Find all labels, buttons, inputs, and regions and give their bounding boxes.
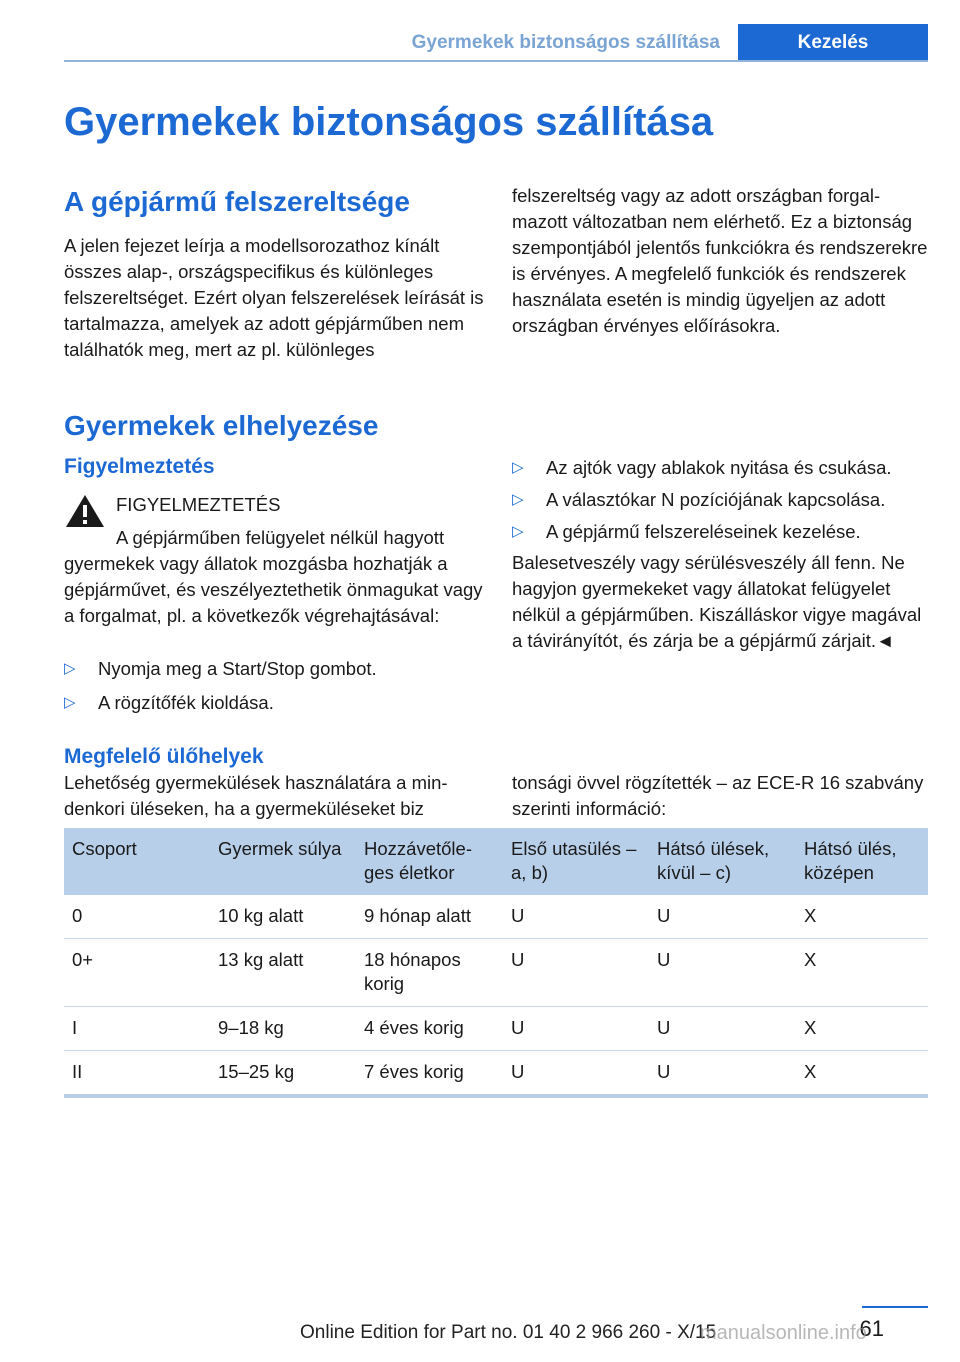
watermark: manualsonline.info	[700, 1322, 867, 1344]
column-header: Gyermek súlya	[210, 828, 356, 895]
table-row	[64, 939, 928, 1007]
table-cell: II	[64, 1051, 210, 1097]
table-cell: U	[503, 939, 649, 1007]
table-cell: 0	[64, 895, 210, 939]
table-row	[64, 895, 928, 939]
triangle-right-icon: ▷	[64, 694, 76, 711]
table-cell: X	[796, 939, 928, 1007]
column-header: Hátsó ülések, kívül – c)	[649, 828, 796, 895]
footer-rule	[862, 1306, 928, 1308]
equipment-para-left: A jelen fejezet leírja a modellsorozathoz kínált összes alap-, országspecifikus és különleges felszereltséget. Ezért olyan felszerelések leírását is tartalmazza, amelyek az adott gépjárműben nem találhatók meg, mert az pl. különleges	[64, 235, 484, 360]
table-row	[64, 1007, 928, 1051]
table-cell: U	[649, 1051, 796, 1097]
table-cell: I	[64, 1007, 210, 1051]
bullet-text: A választókar N pozíciójának kapcsolása.	[546, 489, 886, 510]
table-cell: U	[649, 895, 796, 939]
bullet-left-1	[64, 656, 484, 682]
bullet-left-2	[64, 690, 484, 716]
column-header: Első utasülés – a, b)	[503, 828, 649, 895]
triangle-right-icon: ▷	[512, 523, 524, 540]
column-header: Hátsó ülés, középen	[796, 828, 928, 895]
warning-caps: FIGYELMEZTETÉS	[116, 494, 281, 515]
header-section-title: Gyermekek biztonságos szállítása	[411, 32, 720, 53]
column-header: Csoport	[64, 828, 210, 895]
seats-intro-right: tonsági övvel rögzítették – az ECE-R 16 szabvány szerinti információ:	[512, 772, 924, 819]
bullet-right-2	[512, 487, 928, 513]
page-title: Gyermekek biztonságos szállítása	[64, 100, 714, 144]
table-cell: 9 hónap alatt	[356, 895, 503, 939]
warning-heading: Figyelmeztetés	[64, 455, 215, 478]
page-number: 61	[859, 1316, 884, 1341]
bullet-text: Nyomja meg a Start/Stop gombot.	[98, 658, 377, 679]
table-cell: X	[796, 1051, 928, 1097]
table-cell: U	[503, 895, 649, 939]
column-header: Hozzávetőleges életkor	[356, 828, 503, 895]
placement-heading: Gyermekek elhelyezése	[64, 410, 379, 441]
table-cell: 18 hónapos korig	[356, 939, 503, 1007]
triangle-right-icon: ▷	[512, 459, 524, 476]
bullet-right-3	[512, 519, 928, 545]
table-cell: U	[503, 1007, 649, 1051]
table-cell: 15–25 kg	[210, 1051, 356, 1097]
seat-table	[64, 828, 928, 1098]
table-cell: 0+	[64, 939, 210, 1007]
table-cell: 7 éves korig	[356, 1051, 503, 1097]
table-cell: U	[649, 939, 796, 1007]
seats-intro-left: Lehetőség gyermekülések használatára a mindenkori üléseken, ha a gyermeküléseket biz	[64, 772, 448, 819]
table-header-row	[64, 828, 928, 895]
header-rule	[64, 60, 928, 62]
table-cell: 13 kg alatt	[210, 939, 356, 1007]
table-cell: U	[503, 1051, 649, 1097]
table-cell: X	[796, 895, 928, 939]
table-row	[64, 1051, 928, 1097]
triangle-right-icon: ▷	[64, 660, 76, 677]
footer-edition: Online Edition for Part no. 01 40 2 966 260 - X/15	[300, 1322, 717, 1343]
bullet-text: A rögzítőfék kioldása.	[98, 692, 274, 713]
bullet-right-1	[512, 455, 928, 481]
table-cell: 10 kg alatt	[210, 895, 356, 939]
table-cell: 4 éves korig	[356, 1007, 503, 1051]
table-cell: X	[796, 1007, 928, 1051]
header-tab[interactable]: Kezelés	[738, 24, 928, 62]
bullet-text: A gépjármű felszereléseinek kezelése.	[546, 521, 861, 542]
equipment-heading: A gépjármű felszereltsége	[64, 186, 410, 217]
table-cell: U	[649, 1007, 796, 1051]
equipment-para-right: felszereltség vagy az adott országban forgalmazott változatban nem elérhető. Ez a biztonság szempontjából jelentős funkciókra és rendszerekre is érvényes. A megfelelő funkciók és rendszerek használata esetén is mindig ügyeljen az adott országban érvényes előírásokra.	[512, 185, 928, 336]
seats-heading: Megfelelő ülőhelyek	[64, 745, 264, 768]
warning-intro	[64, 525, 484, 629]
warning-tail: Balesetveszély vagy sérülésveszély áll fenn. Ne hagyjon gyermekeket vagy állatokat felügyelet nélkül a gépjárműben. Kiszálláskor vigye magával a távirányítót, és zárja be a gépjármű zárjait.◄	[512, 552, 922, 651]
table-cell: 9–18 kg	[210, 1007, 356, 1051]
triangle-right-icon: ▷	[512, 491, 524, 508]
warning-intro-text: A gépjárműben felügyelet nélkül hagyott gyermekek vagy állatok mozgásba hozhatják a gépjárművet, és veszélyeztethetik önmagukat vagy a forgalmat, pl. a következők végrehajtásával:	[64, 527, 483, 626]
bullet-text: Az ajtók vagy ablakok nyitása és csukása.	[546, 457, 892, 478]
